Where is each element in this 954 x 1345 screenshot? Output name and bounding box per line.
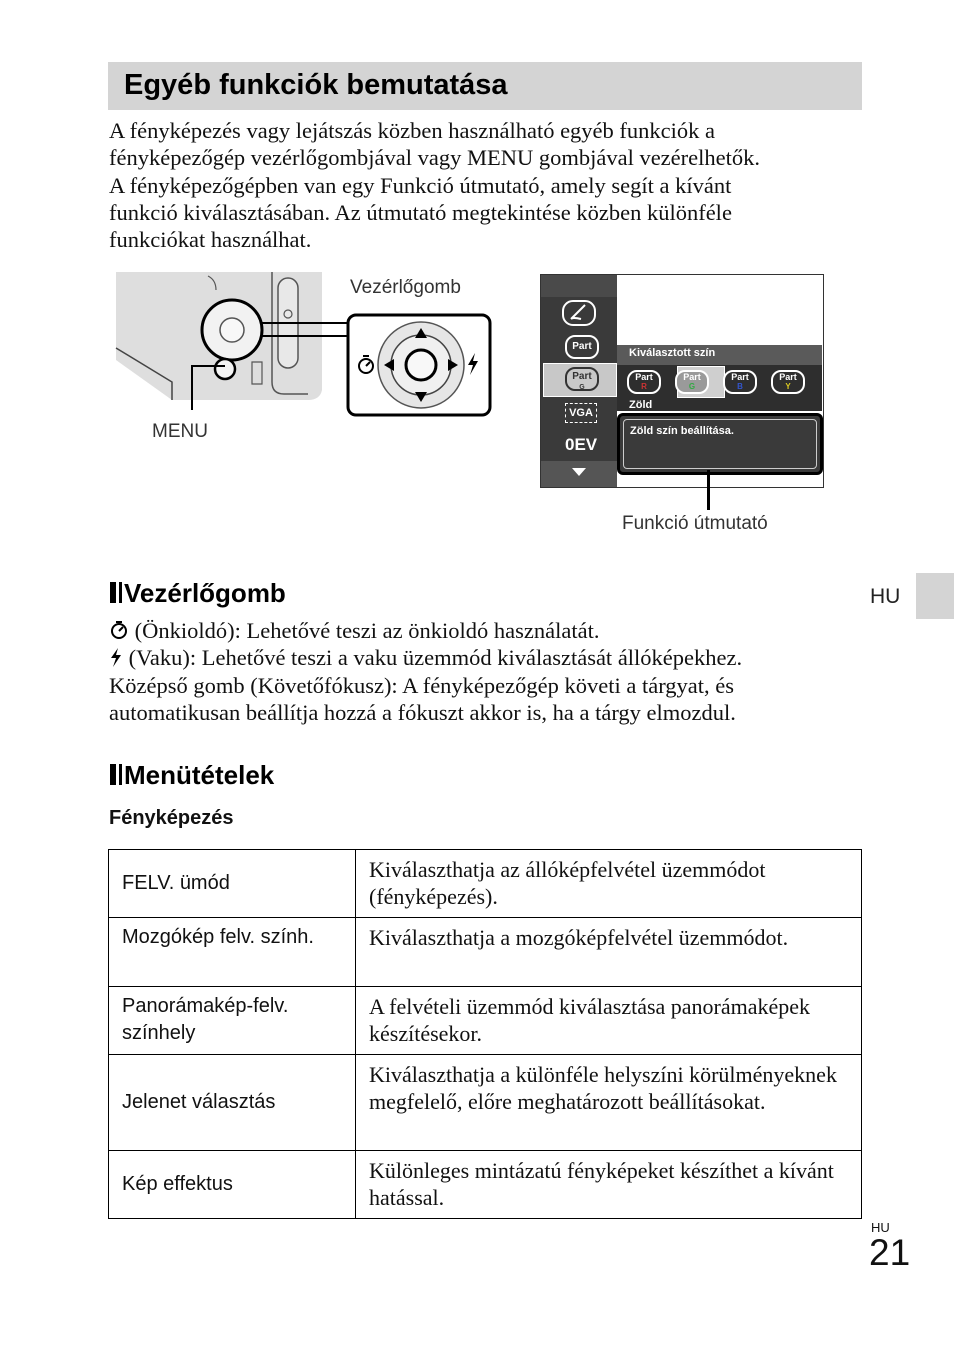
heading-marker [110, 764, 119, 785]
swatch-part-text: Part [779, 372, 797, 382]
section-heading-menu: Menütételek [110, 760, 274, 791]
menu-item-name: FELV. ümód [109, 850, 356, 918]
menu-item-desc: Kiválaszthatja a különféle helyszíni körülményeknek megfelelő, előre meghatározott beállításokat. [356, 1055, 862, 1151]
scroll-down-icon [571, 467, 587, 477]
side-tab-label: HU [870, 585, 901, 608]
intro-line: funkciókat használhat. [109, 227, 312, 253]
table-row [109, 1055, 862, 1151]
intro-line: funkció kiválasztásában. Az útmutató megtekintése közben különféle [109, 199, 732, 225]
swatch-part-text: Part [731, 372, 749, 382]
intro-paragraph [109, 117, 869, 253]
menu-item-name: Kép effektus [109, 1151, 356, 1219]
color-swatch-g [675, 370, 709, 394]
swatch-letter: B [737, 382, 743, 391]
center-button-line: automatikusan beállítja hozzá a fókuszt akkor is, ha a tárgy elmozdul. [109, 699, 736, 725]
part-color-green-icon: Part G [565, 367, 599, 391]
lcd-screen [540, 274, 824, 488]
swatch-part-text: Part [683, 372, 701, 382]
function-guide-text: Zöld szín beállítása. [630, 425, 734, 437]
intro-line: A fényképezőgépben van egy Funkció útmutató, amely segít a kívánt [109, 172, 732, 198]
intro-line: A fényképezés vagy lejátszás közben használható egyéb funkciók a [109, 118, 716, 143]
selected-color-header: Kiválasztott szín [629, 347, 716, 359]
title-bar [108, 62, 862, 110]
swatch-letter: G [688, 382, 696, 391]
heading-marker [110, 582, 119, 603]
swatch-part-text: Part [635, 372, 653, 382]
control-button-label: Vezérlőgomb [350, 277, 461, 298]
function-guide-label: Funkció útmutató [622, 513, 768, 534]
swatch-letter: Y [785, 382, 791, 391]
table-row [109, 850, 862, 918]
self-timer-line: (Önkioldó): Lehetővé teszi az önkioldó használatát. [109, 617, 869, 644]
color-swatch-b [723, 370, 757, 394]
menu-item-desc: Kiválaszthatja az állóképfelvétel üzemmódot (fényképezés). [356, 850, 862, 918]
section-heading-control: Vezérlőgomb [110, 578, 286, 609]
menu-item-name: Panorámakép-felv. színhely [109, 987, 356, 1055]
self-timer-icon [356, 354, 376, 376]
table-row [109, 1151, 862, 1219]
page-number: 21 [869, 1232, 911, 1273]
menu-item-desc: Különleges mintázatú fényképeket készíthet a kívánt hatással. [356, 1151, 862, 1219]
center-button-line: Középső gomb (Követőfókusz): A fényképezőgép követi a tárgyat, és [109, 672, 735, 698]
side-tab [916, 573, 954, 619]
subheading-shooting: Fényképezés [109, 807, 234, 829]
part-color-icon: Part [565, 335, 599, 359]
flash-line: (Vaku): Lehetővé teszi a vaku üzemmód kiválasztását állóképekhez. [109, 644, 869, 671]
image-size-icon: VGA [565, 403, 597, 423]
flash-icon [465, 352, 481, 376]
page-title: Egyéb funkciók bemutatása [124, 69, 508, 101]
paint-brush-icon [561, 299, 597, 327]
table-row [109, 987, 862, 1055]
color-swatch-y [771, 370, 805, 394]
menu-item-desc: A felvételi üzemmód kiválasztása panorámaképek készítésekor. [356, 987, 862, 1055]
table-row [109, 918, 862, 987]
intro-line: fényképezőgép vezérlőgombjával vagy MENU gombjával vezérelhetők. [109, 145, 760, 171]
selected-color-name: Zöld [629, 399, 653, 411]
menu-item-name: Jelenet választás [109, 1055, 356, 1151]
self-timer-icon [109, 620, 129, 641]
exposure-icon: 0EV [565, 435, 598, 454]
page-number-lang: HU [871, 1220, 890, 1235]
color-swatch-r [627, 370, 661, 394]
menu-items-table [108, 849, 862, 1219]
flash-icon [109, 647, 123, 668]
function-guide-box [617, 413, 823, 475]
menu-button-label: MENU [152, 421, 208, 442]
control-section-body [109, 617, 869, 726]
menu-item-name: Mozgókép felv. szính. [109, 918, 356, 987]
function-guide-leader [707, 470, 710, 510]
swatch-letter: R [641, 382, 647, 391]
menu-item-desc: Kiválaszthatja a mozgóképfelvétel üzemmódot. [356, 918, 862, 987]
